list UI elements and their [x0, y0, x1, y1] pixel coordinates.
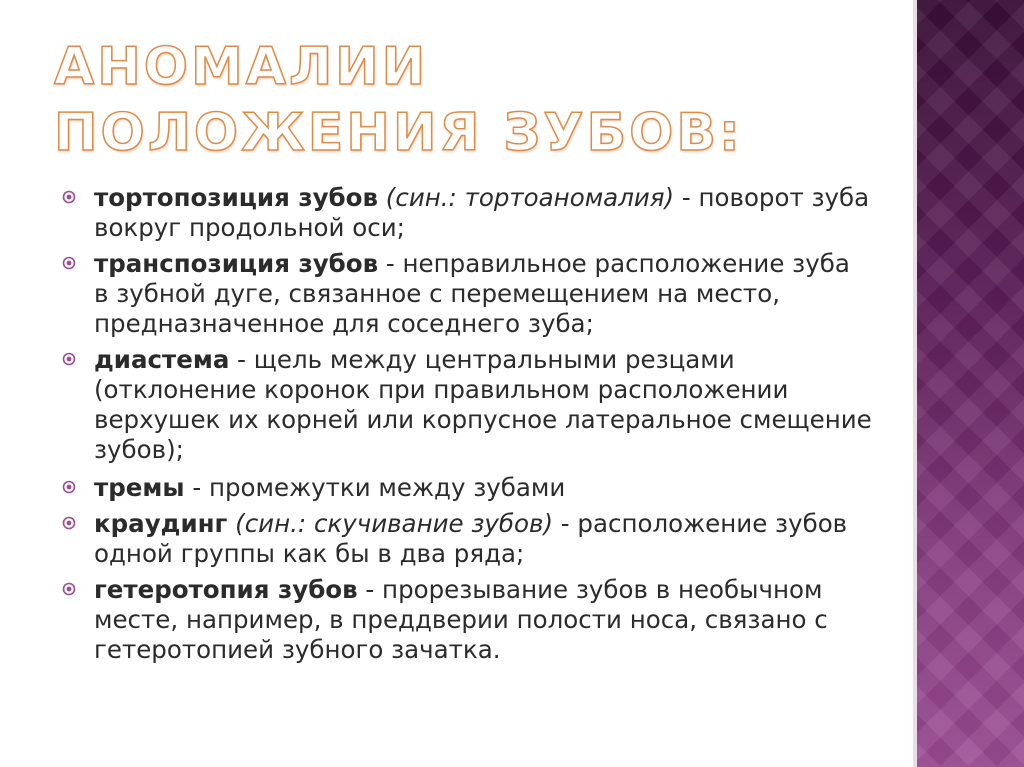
item-definition: - прорезывание зубов в необычном месте, например, в преддверии полости носа, связано с гетеротопией зубного зачатка. — [94, 575, 828, 664]
decorative-sidebar — [913, 0, 1024, 767]
item-definition: - расположение зубов одной группы как бы в два ряда; — [94, 509, 848, 568]
sidebar-divider — [913, 0, 917, 767]
item-definition: - поворот зуба вокруг продольной оси; — [94, 183, 870, 242]
item-definition: - щель между центральными резцами (отклонение коронок при правильном расположении верхушек их корней или корпусное латеральное смещение зубов); — [94, 345, 872, 464]
item-term: тремы — [94, 473, 185, 502]
item-synonym: (син.: тортоаномалия) — [385, 183, 675, 212]
circled-dot-bullet-icon — [62, 516, 76, 530]
item-term: тортопозиция зубов — [94, 183, 378, 212]
list-item — [62, 473, 872, 503]
list-item — [62, 249, 872, 339]
item-term: краудинг — [94, 509, 228, 538]
item-term: диастема — [94, 345, 230, 374]
list-item — [62, 345, 872, 465]
bullet-list — [62, 183, 872, 671]
list-item — [62, 183, 872, 243]
list-item — [62, 575, 872, 665]
item-synonym: (син.: скучивание зубов) — [235, 509, 553, 538]
list-item — [62, 509, 872, 569]
circled-dot-bullet-icon — [62, 582, 76, 596]
slide-title: АНОМАЛИИ ПОЛОЖЕНИЯ ЗУБОВ: — [54, 37, 743, 163]
item-term: гетеротопия зубов — [94, 575, 358, 604]
circled-dot-bullet-icon — [62, 256, 76, 270]
circled-dot-bullet-icon — [62, 190, 76, 204]
item-definition: - неправильное расположение зуба в зубной дуге, связанное с перемещением на место, предназначенное для соседнего зуба; — [94, 249, 850, 338]
circled-dot-bullet-icon — [62, 480, 76, 494]
item-definition: - промежутки между зубами — [184, 473, 566, 502]
circled-dot-bullet-icon — [62, 352, 76, 366]
item-term: транспозиция зубов — [94, 249, 379, 278]
